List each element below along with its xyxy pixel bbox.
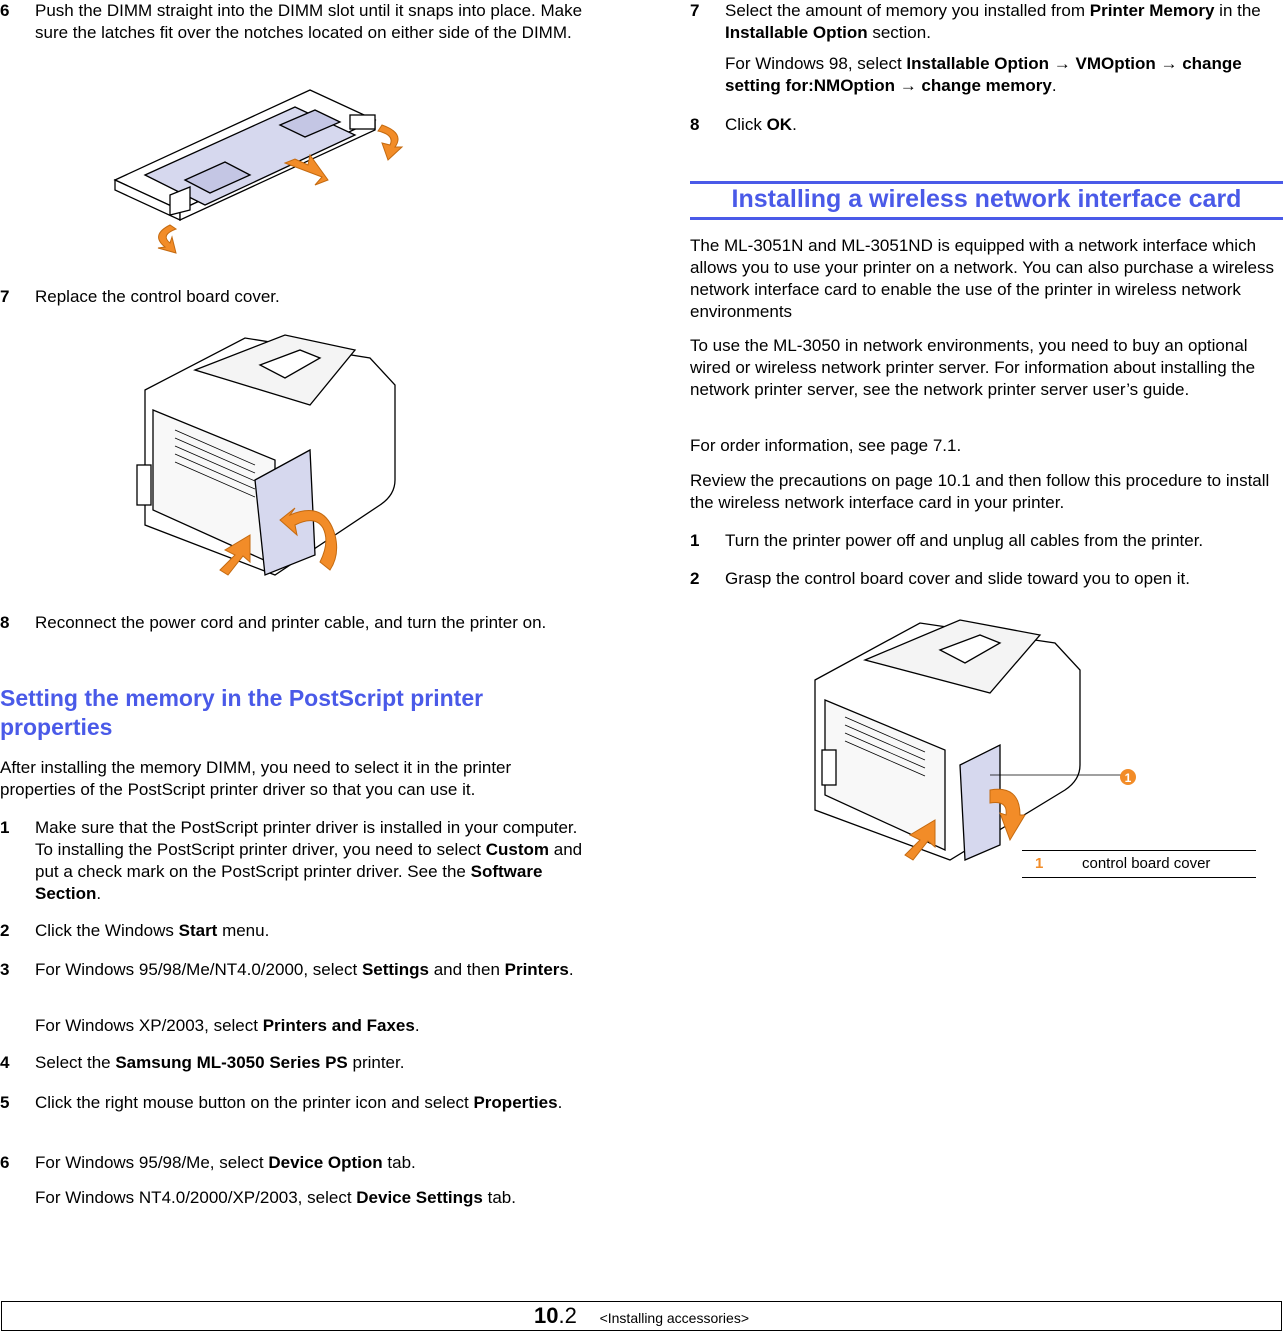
step-7-replace-cover — [0, 286, 590, 308]
step-8-click-ok — [690, 114, 1283, 136]
callout-marker-number: 1 — [1124, 771, 1132, 785]
step-text: Make sure that the PostScript printer driver is installed in your computer. To installing the PostScript printer driver, you need to select Custom and put a check mark on the PostScript printer driver. See the Software Section. — [35, 818, 583, 903]
step-number: 8 — [0, 613, 10, 632]
step-7-select-memory — [690, 0, 1283, 44]
dimm-install-figure — [110, 85, 420, 255]
step-number: 8 — [690, 115, 700, 134]
step-text: For Windows 95/98/Me, select Device Option tab. — [35, 1153, 416, 1172]
callout-number: 1 — [1035, 855, 1044, 872]
step-text: Click the right mouse button on the printer icon and select Properties. — [35, 1093, 563, 1112]
step-number: 7 — [690, 1, 700, 20]
step-number: 4 — [0, 1053, 10, 1072]
step-number: 2 — [0, 921, 10, 940]
printer-open-cover-figure — [810, 615, 1140, 865]
wireless-paragraph-3: For order information, see page 7.1. — [690, 436, 962, 455]
section-title-wireless: Installing a wireless network interface card — [731, 185, 1242, 213]
step-5-properties — [0, 1092, 590, 1114]
step-6-nt-note: For Windows NT4.0/2000/XP/2003, select Device Settings tab. — [35, 1188, 516, 1207]
callout-legend — [1022, 850, 1256, 878]
section-rule-bottom — [690, 217, 1283, 220]
step-text: Replace the control board cover. — [35, 287, 280, 306]
wireless-step-1 — [690, 530, 1283, 552]
step-text: Turn the printer power off and unplug all cables from the printer. — [725, 531, 1204, 550]
printer-illustration — [815, 620, 1080, 860]
wireless-step-2 — [690, 568, 1283, 590]
step-number: 5 — [0, 1093, 10, 1112]
section-heading-postscript-memory: Setting the memory in the PostScript printer properties — [0, 685, 484, 740]
step-text: Click the Windows Start menu. — [35, 921, 270, 940]
printer-illustration — [137, 335, 395, 575]
step-text: Select the Samsung ML-3050 Series PS printer. — [35, 1053, 405, 1072]
printer-cover-figure — [125, 330, 400, 580]
step-text: Grasp the control board cover and slide toward you to open it. — [725, 569, 1190, 588]
wireless-paragraph-4: Review the precautions on page 10.1 and then follow this procedure to install the wireless network interface card in your printer. — [690, 471, 1270, 512]
step-3-xp-note: For Windows XP/2003, select Printers and Faxes. — [35, 1016, 420, 1035]
step-number: 6 — [0, 1153, 10, 1172]
wireless-paragraph-1: The ML-3051N and ML-3051ND is equipped with a network interface which allows you to use your printer on a network. You can also purchase a wireless network interface card to enable the use of the printer in wireless network environments — [690, 236, 1274, 321]
page-footer — [1, 1301, 1282, 1331]
step-8-reconnect — [0, 612, 590, 634]
step-4-select-printer — [0, 1052, 590, 1074]
step-number: 7 — [0, 287, 10, 306]
step-number: 1 — [690, 531, 700, 550]
step-6-device-option — [0, 1152, 590, 1174]
step-6-dimm — [0, 0, 590, 44]
dimm-slot-illustration — [115, 90, 375, 220]
step-3-settings — [0, 959, 590, 981]
step-text: Push the DIMM straight into the DIMM slot until it snaps into place. Make sure the latches fit over the notches located on either side of the DIMM. — [35, 1, 583, 42]
step-text: Click OK. — [725, 115, 797, 134]
chapter-label: <Installing accessories> — [599, 1310, 749, 1326]
step-number: 1 — [0, 818, 10, 837]
page-number-major: 10 — [534, 1303, 559, 1328]
wireless-paragraph-2: To use the ML-3050 in network environments, you need to buy an optional wired or wireless network printer server. For information about installing the network printer server, see the network printer server user’s guide. — [690, 336, 1256, 399]
step-number: 2 — [690, 569, 700, 588]
step-7-win98-note: For Windows 98, select Installable Option → VMOption → change setting for:NMOption → change memory. — [725, 54, 1242, 95]
step-1-install-driver — [0, 817, 590, 905]
callout-label: control board cover — [1082, 855, 1211, 872]
step-text: Reconnect the power cord and printer cable, and turn the printer on. — [35, 613, 547, 632]
step-number: 6 — [0, 1, 10, 20]
step-number: 3 — [0, 960, 10, 979]
step-2-start-menu — [0, 920, 590, 942]
postscript-intro-paragraph: After installing the memory DIMM, you need to select it in the printer properties of the PostScript printer driver so that you can use it. — [0, 758, 512, 799]
page-number-minor: .2 — [558, 1303, 577, 1328]
step-text: For Windows 95/98/Me/NT4.0/2000, select Settings and then Printers. — [35, 960, 574, 979]
step-text: Select the amount of memory you installed from Printer Memory in the Installable Option section. — [725, 1, 1261, 42]
